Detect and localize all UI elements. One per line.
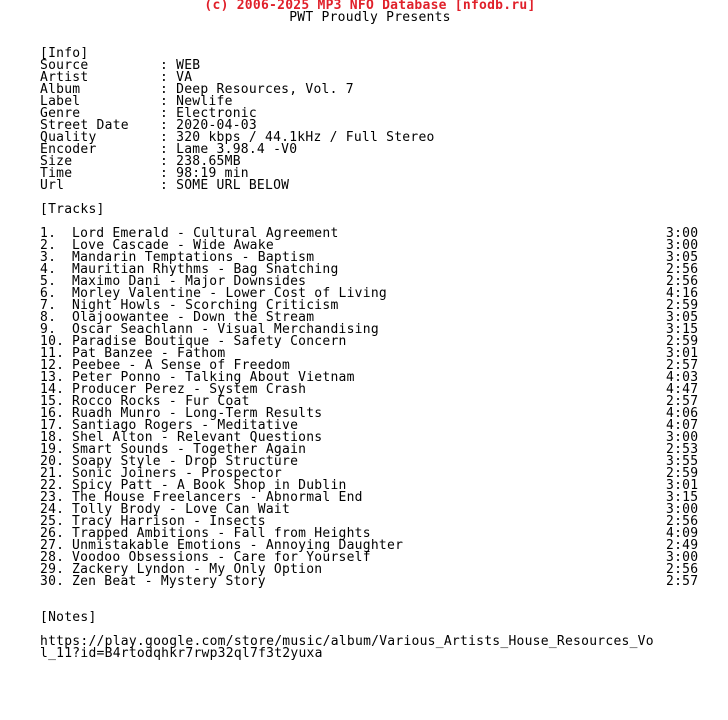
- track-duration: 3:00: [666, 430, 699, 445]
- track-number: 9.: [40, 322, 57, 337]
- track-duration: 4:09: [666, 526, 699, 541]
- track-title: Soapy Style - Drop Structure: [72, 454, 299, 469]
- track-title: Unmistakable Emotions - Annoying Daughter: [72, 538, 404, 553]
- info-key: Genre: [40, 106, 81, 121]
- info-key: Source: [40, 58, 89, 73]
- notes-heading: [Notes]: [40, 610, 97, 625]
- info-key: Encoder: [40, 142, 97, 157]
- track-title: Peebee - A Sense of Freedom: [72, 358, 291, 373]
- info-row: [40, 132, 700, 144]
- info-key: Size: [40, 154, 73, 169]
- track-number: 16.: [40, 406, 65, 421]
- track-duration: 3:00: [666, 550, 699, 565]
- track-title: Zen Beat - Mystery Story: [72, 574, 266, 589]
- track-duration: 3:01: [666, 346, 699, 361]
- info-key: Url: [40, 178, 65, 193]
- info-fields: [40, 60, 700, 192]
- track-title: Shel Alton - Relevant Questions: [72, 430, 323, 445]
- track-number: 12.: [40, 358, 65, 373]
- track-duration: 2:57: [666, 358, 699, 373]
- track-title: Sonic Joiners - Prospector: [72, 466, 282, 481]
- info-row: [40, 72, 700, 84]
- info-row: [40, 144, 700, 156]
- track-title: Trapped Ambitions - Fall from Heights: [72, 526, 371, 541]
- track-number: 3.: [40, 250, 57, 265]
- info-value: : 2020-04-03: [160, 118, 257, 133]
- track-duration: 3:00: [666, 226, 699, 241]
- track-title: Maximo Dani - Major Downsides: [72, 274, 307, 289]
- track-number: 30.: [40, 574, 65, 589]
- track-title: Pat Banzee - Fathom: [72, 346, 226, 361]
- info-value: : Lame 3.98.4 -V0: [160, 142, 298, 157]
- track-title: Night Howls - Scorching Criticism: [72, 298, 339, 313]
- info-value: : Newlife: [160, 94, 233, 109]
- info-row: [40, 108, 700, 120]
- track-number: 14.: [40, 382, 65, 397]
- track-title: Love Cascade - Wide Awake: [72, 238, 274, 253]
- track-number: 4.: [40, 262, 57, 277]
- track-duration: 4:03: [666, 370, 699, 385]
- track-number: 26.: [40, 526, 65, 541]
- track-duration: 3:05: [666, 310, 699, 325]
- track-title: Morley Valentine - Lower Cost of Living: [72, 286, 387, 301]
- info-value: : 238.65MB: [160, 154, 241, 169]
- track-duration: 4:07: [666, 418, 699, 433]
- track-number: 22.: [40, 478, 65, 493]
- track-number: 28.: [40, 550, 65, 565]
- track-title: Spicy Patt - A Book Shop in Dublin: [72, 478, 347, 493]
- track-title: Mandarin Temptations - Baptism: [72, 250, 315, 265]
- track-number: 17.: [40, 418, 65, 433]
- track-duration: 2:59: [666, 334, 699, 349]
- nfo-document: [40, 0, 700, 660]
- track-title: Oscar Seachlann - Visual Merchandising: [72, 322, 379, 337]
- track-list: [40, 228, 700, 588]
- track-title: Zackery Lyndon - My Only Option: [72, 562, 323, 577]
- track-number: 29.: [40, 562, 65, 577]
- info-heading: [Info]: [40, 46, 89, 61]
- info-value: : SOME URL BELOW: [160, 178, 290, 193]
- track-duration: 3:15: [666, 322, 699, 337]
- track-number: 24.: [40, 502, 65, 517]
- track-number: 11.: [40, 346, 65, 361]
- track-duration: 3:05: [666, 250, 699, 265]
- copyright-line: (c) 2006-2025 MP3 NFO Database [nfodb.ru]: [204, 0, 536, 13]
- info-key: Street Date: [40, 118, 129, 133]
- track-title: Ruadh Munro - Long-Term Results: [72, 406, 323, 421]
- track-number: 13.: [40, 370, 65, 385]
- info-row: [40, 180, 700, 192]
- info-key: Album: [40, 82, 81, 97]
- info-key: Label: [40, 94, 81, 109]
- track-duration: 2:56: [666, 262, 699, 277]
- track-number: 15.: [40, 394, 65, 409]
- track-title: Santiago Rogers - Meditative: [72, 418, 299, 433]
- track-duration: 4:47: [666, 382, 699, 397]
- track-number: 2.: [40, 238, 57, 253]
- track-title: Olajoowantee - Down the Stream: [72, 310, 315, 325]
- track-duration: 3:15: [666, 490, 699, 505]
- track-title: Producer Perez - System Crash: [72, 382, 307, 397]
- track-duration: 2:53: [666, 442, 699, 457]
- info-value: : VA: [160, 70, 193, 85]
- track-title: Mauritian Rhythms - Bag Snatching: [72, 262, 339, 277]
- track-number: 23.: [40, 490, 65, 505]
- track-title: Tolly Brody - Love Can Wait: [72, 502, 291, 517]
- track-number: 21.: [40, 466, 65, 481]
- track-row: [40, 576, 700, 588]
- track-title: Smart Sounds - Together Again: [72, 442, 307, 457]
- track-number: 10.: [40, 334, 65, 349]
- track-number: 6.: [40, 286, 57, 301]
- track-number: 27.: [40, 538, 65, 553]
- track-title: Paradise Boutique - Safety Concern: [72, 334, 347, 349]
- track-title: Lord Emerald - Cultural Agreement: [72, 226, 339, 241]
- info-row: [40, 168, 700, 180]
- notes-url-line-1[interactable]: https://play.google.com/store/music/album/Various_Artists_House_Resources_Vo: [40, 634, 654, 649]
- track-title: Voodoo Obsessions - Care for Yourself: [72, 550, 371, 565]
- track-number: 5.: [40, 274, 57, 289]
- track-number: 20.: [40, 454, 65, 469]
- track-number: 1.: [40, 226, 57, 241]
- info-value: : Deep Resources, Vol. 7: [160, 82, 354, 97]
- track-title: The House Freelancers - Abnormal End: [72, 490, 363, 505]
- presenter-line: PWT Proudly Presents: [289, 10, 451, 25]
- track-number: 18.: [40, 430, 65, 445]
- track-duration: 2:57: [666, 394, 699, 409]
- info-value: : 98:19 min: [160, 166, 249, 181]
- tracks-heading: [Tracks]: [40, 202, 105, 217]
- notes-url-line-2[interactable]: l_11?id=B4rtodqhkr7rwp32ql7f3t2yuxa: [40, 646, 323, 661]
- info-value: : Electronic: [160, 106, 257, 121]
- track-duration: 2:59: [666, 298, 699, 313]
- info-value: : WEB: [160, 58, 201, 73]
- info-key: Artist: [40, 70, 89, 85]
- info-key: Quality: [40, 130, 97, 145]
- info-row: [40, 60, 700, 72]
- track-duration: 4:06: [666, 406, 699, 421]
- track-duration: 2:49: [666, 538, 699, 553]
- track-title: Rocco Rocks - Fur Coat: [72, 394, 250, 409]
- track-title: Peter Ponno - Talking About Vietnam: [72, 370, 355, 385]
- track-number: 19.: [40, 442, 65, 457]
- track-duration: 3:00: [666, 238, 699, 253]
- track-duration: 4:16: [666, 286, 699, 301]
- track-number: 8.: [40, 310, 57, 325]
- info-value: : 320 kbps / 44.1kHz / Full Stereo: [160, 130, 435, 145]
- track-number: 25.: [40, 514, 65, 529]
- info-row: [40, 84, 700, 96]
- track-duration: 3:00: [666, 502, 699, 517]
- track-duration: 2:56: [666, 274, 699, 289]
- track-duration: 2:59: [666, 466, 699, 481]
- track-duration: 3:55: [666, 454, 699, 469]
- track-number: 7.: [40, 298, 57, 313]
- track-duration: 3:01: [666, 478, 699, 493]
- info-row: [40, 96, 700, 108]
- track-title: Tracy Harrison - Insects: [72, 514, 266, 529]
- track-duration: 2:57: [666, 574, 699, 589]
- track-duration: 2:56: [666, 514, 699, 529]
- info-row: [40, 156, 700, 168]
- info-key: Time: [40, 166, 73, 181]
- track-duration: 2:56: [666, 562, 699, 577]
